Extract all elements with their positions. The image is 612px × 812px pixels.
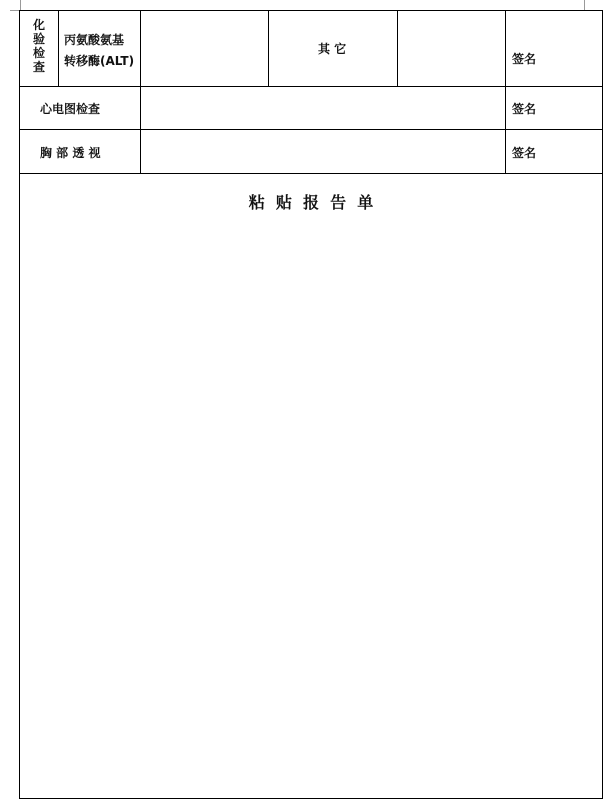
chest-xray-label: 胸 部 透 视 [40, 146, 101, 160]
ecg-signature-label: 签名 [512, 102, 537, 116]
alt-value-cell[interactable] [146, 40, 262, 56]
col-divider-other [397, 10, 398, 86]
alt-item-label-line2: 转移酶(ALT) [64, 54, 135, 68]
other-label: 其 它 [318, 42, 347, 56]
lab-test-signature-label: 签名 [512, 52, 537, 66]
ecg-label: 心电图检查 [40, 102, 101, 116]
row-divider-2 [19, 129, 603, 130]
chest-xray-value-cell[interactable] [146, 144, 500, 160]
chest-xray-signature-label: 签名 [512, 146, 537, 160]
table-border-bottom [19, 798, 603, 799]
paste-report-area[interactable] [20, 215, 602, 797]
col-divider-category [58, 10, 59, 86]
alt-item-label-line1: 丙氨酸氨基 [64, 33, 125, 47]
table-border-top [19, 10, 603, 11]
row-divider-3 [19, 173, 603, 174]
paste-report-title: 粘 贴 报 告 单 [248, 193, 374, 212]
col-divider-item [140, 10, 141, 173]
table-border-right [602, 10, 603, 799]
lab-test-category-label: 化验检查 [32, 18, 45, 74]
col-divider-value [268, 10, 269, 86]
col-divider-signature [505, 10, 506, 173]
other-value-cell[interactable] [403, 40, 499, 56]
row-divider-1 [19, 86, 603, 87]
ecg-value-cell[interactable] [146, 100, 500, 116]
